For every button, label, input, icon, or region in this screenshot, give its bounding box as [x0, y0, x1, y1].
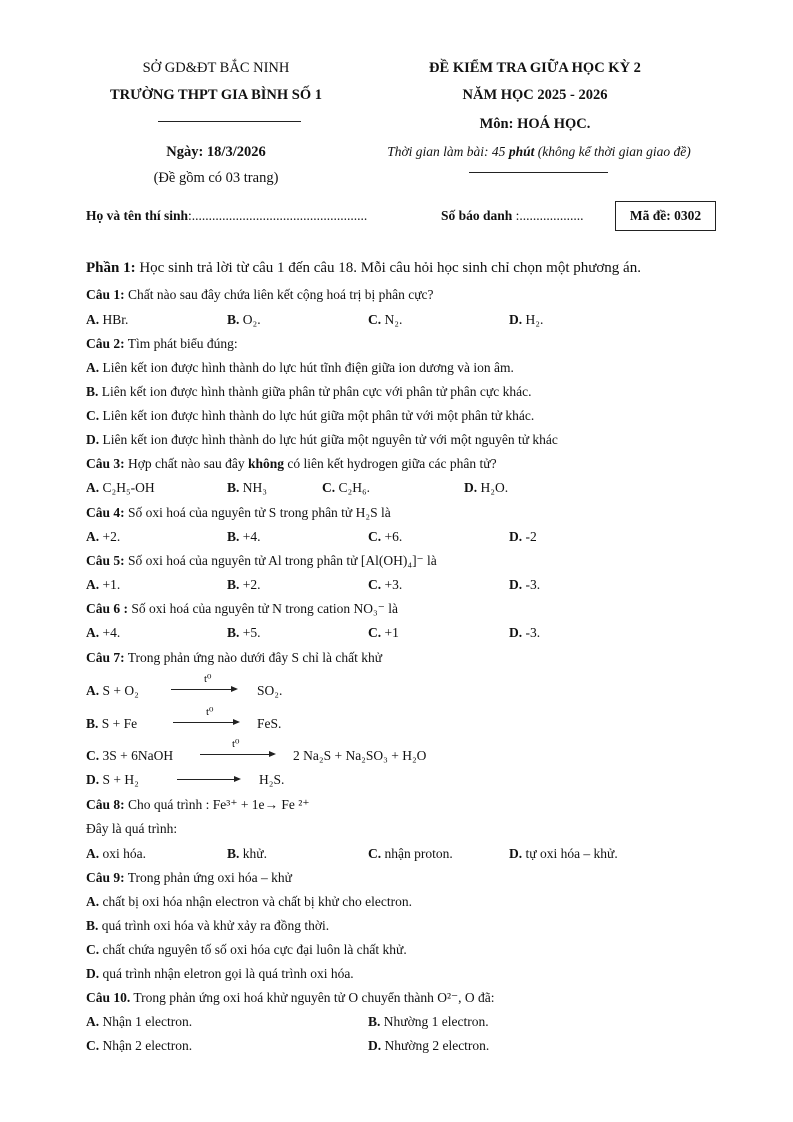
condition-label: t⁰: [232, 738, 240, 750]
time-allowed: [352, 144, 726, 160]
question-10: [86, 990, 494, 1006]
q4-option-b[interactable]: [227, 529, 261, 545]
option-letter: D.: [86, 772, 100, 787]
option-letter: A.: [86, 625, 100, 640]
q5-option-b[interactable]: [227, 577, 261, 593]
exam-date: Ngày: 18/3/2026: [166, 144, 266, 160]
q7-a-products: SO₂.: [257, 683, 283, 698]
question-label: Câu 9:: [86, 870, 125, 885]
part1-text: Học sinh trả lời từ câu 1 đến câu 18. Mỗi câu hỏi học sinh chỉ chọn một phương án.: [135, 260, 641, 276]
option-letter: B.: [86, 384, 99, 399]
question-4: [86, 505, 391, 521]
option-letter: D.: [86, 966, 100, 981]
reaction-arrow-icon: [200, 754, 274, 755]
q9-option-d[interactable]: [86, 966, 354, 982]
option-text: +2.: [242, 577, 261, 592]
option-letter: C.: [86, 1038, 100, 1053]
reaction-arrow-icon: [177, 779, 239, 780]
q6-option-c[interactable]: [368, 625, 399, 641]
q3-option-c[interactable]: [322, 480, 370, 496]
question-text: Chất nào sau đây chứa liên kết cộng hoá trị bị phân cực?: [124, 287, 434, 302]
question-text: Hợp chất nào sau đây: [124, 456, 248, 471]
question-label: Câu 2:: [86, 336, 125, 351]
q5-option-d[interactable]: [509, 577, 540, 593]
question-label: Câu 6 :: [86, 601, 129, 616]
header-divider-right: [469, 172, 608, 173]
option-letter: B.: [227, 480, 240, 495]
option-text: +5.: [242, 625, 261, 640]
question-2: [86, 336, 238, 352]
option-text: Nhường 1 electron.: [380, 1014, 489, 1029]
part1-instructions: [86, 260, 641, 277]
q8-option-d[interactable]: [509, 846, 618, 862]
condition-label: t⁰: [206, 706, 214, 718]
option-text: H₂.: [525, 312, 544, 327]
q1-option-d[interactable]: [509, 312, 543, 328]
question-emphasis: không: [248, 456, 285, 471]
reaction-arrow-icon: [173, 722, 238, 723]
option-letter: D.: [509, 312, 523, 327]
option-letter: C.: [86, 942, 100, 957]
option-text: Nhận 2 electron.: [99, 1038, 193, 1053]
option-text: khử.: [239, 846, 267, 861]
q1-option-b[interactable]: [227, 312, 261, 328]
option-letter: B.: [86, 918, 99, 933]
department-name: SỞ GD&ĐT BẮC NINH: [142, 60, 290, 76]
reaction-reactants: S + H₂: [99, 772, 139, 787]
time-suffix: (không kể thời gian giao đề): [534, 144, 691, 159]
question-text: có liên kết hydrogen giữa các phân tử?: [284, 456, 497, 471]
candidate-name-field: [86, 208, 367, 224]
question-label: Câu 3:: [86, 456, 125, 471]
candidate-id-field: [441, 208, 584, 224]
option-text: chất bị oxi hóa nhận electron và chất bị khử cho electron.: [99, 894, 412, 909]
q7-option-b[interactable]: [86, 716, 137, 732]
q7-c-products: 2 Na₂S + Na₂SO₃ + H₂O: [293, 748, 427, 763]
page-count: (Đề gồm có 03 trang): [153, 170, 279, 186]
q2-option-a[interactable]: [86, 360, 514, 376]
option-letter: B.: [86, 716, 99, 731]
option-letter: D.: [464, 480, 478, 495]
q5-option-a[interactable]: [86, 577, 120, 593]
exam-code-box: Mã đề: 0302: [615, 201, 716, 231]
q2-option-b[interactable]: [86, 384, 531, 400]
q1-option-a[interactable]: [86, 312, 128, 328]
option-letter: A.: [86, 894, 100, 909]
q7-b-products: FeS.: [257, 716, 282, 731]
candidate-name-dots: :....................................................: [188, 208, 368, 223]
option-text: quá trình oxi hóa và khử xảy ra đồng thời.: [98, 918, 330, 933]
option-letter: C.: [86, 408, 100, 423]
question-label: Câu 10.: [86, 990, 131, 1005]
redox-process: Fe³⁺ + 1e→ Fe ²⁺: [212, 797, 310, 812]
option-text: -2: [525, 529, 537, 544]
option-text: -3.: [525, 577, 541, 592]
option-letter: C.: [368, 577, 382, 592]
question-text: Số oxi hoá của nguyên tử S trong phân tử H₂S là: [124, 505, 391, 520]
option-letter: B.: [227, 625, 240, 640]
option-letter: A.: [86, 529, 100, 544]
candidate-id-dots: :...................: [512, 208, 584, 223]
question-6: [86, 601, 398, 617]
time-unit: phút: [508, 144, 535, 159]
school-name: TRƯỜNG THPT GIA BÌNH SỐ 1: [109, 87, 323, 103]
option-text: +4.: [242, 529, 261, 544]
question-5: [86, 553, 437, 569]
option-text: HBr.: [102, 312, 129, 327]
option-letter: B.: [227, 846, 240, 861]
question-label: Câu 5:: [86, 553, 125, 568]
question-text: Trong phản ứng nào dưới đây S chỉ là chất khử: [124, 650, 383, 665]
question-label: Câu 4:: [86, 505, 125, 520]
q2-option-c[interactable]: [86, 408, 534, 424]
question-1: [86, 287, 434, 303]
q6-option-b[interactable]: [227, 625, 261, 641]
question-text: Trong phản ứng oxi hoá khử nguyên tử O chuyển thành O²⁻, O đã:: [130, 990, 495, 1005]
option-letter: B.: [227, 529, 240, 544]
question-text: Tìm phát biểu đúng:: [124, 336, 238, 351]
option-text: O₂.: [242, 312, 261, 327]
candidate-id-label: Số báo danh: [441, 208, 513, 223]
q7-option-d[interactable]: [86, 772, 139, 788]
option-text: C₂H₅-OH: [102, 480, 155, 495]
q8-option-c[interactable]: [368, 846, 453, 862]
option-letter: A.: [86, 577, 100, 592]
option-text: N₂.: [384, 312, 403, 327]
question-text: Cho quá trình :: [124, 797, 213, 812]
option-text: oxi hóa.: [99, 846, 146, 861]
question-text: Số oxi hoá của nguyên tử Al trong phân tử [Al(OH)₄]⁻ là: [124, 553, 437, 568]
question-8-prompt: Đây là quá trình:: [86, 821, 178, 836]
option-text: quá trình nhận eletron gọi là quá trình oxi hóa.: [99, 966, 354, 981]
question-text: Số oxi hoá của nguyên tử N trong cation NO₃⁻ là: [128, 601, 398, 616]
q10-option-a[interactable]: [86, 1014, 192, 1030]
option-letter: C.: [368, 846, 382, 861]
q3-option-a[interactable]: [86, 480, 155, 496]
option-letter: D.: [368, 1038, 382, 1053]
q8-option-a[interactable]: [86, 846, 146, 862]
subject: Môn: HOÁ HỌC.: [479, 116, 591, 132]
option-text: +1: [384, 625, 399, 640]
question-label: Câu 8:: [86, 797, 125, 812]
q7-d-products: H₂S.: [259, 772, 285, 787]
option-text: H₂O.: [480, 480, 509, 495]
q4-option-d[interactable]: [509, 529, 537, 545]
reaction-reactants: 3S + 6NaOH: [99, 748, 174, 763]
question-label: Câu 7:: [86, 650, 125, 665]
question-3: [86, 456, 497, 472]
option-letter: C.: [368, 529, 382, 544]
q4-option-a[interactable]: [86, 529, 120, 545]
option-letter: D.: [509, 529, 523, 544]
option-letter: D.: [509, 625, 523, 640]
time-prefix: Thời gian làm bài: 45: [387, 144, 509, 159]
option-text: Liên kết ion được hình thành do lực hút giữa một nguyên tử với một nguyên tử khác: [99, 432, 558, 447]
question-9: [86, 870, 292, 886]
option-text: +2.: [102, 529, 121, 544]
option-letter: A.: [86, 312, 100, 327]
q9-option-c[interactable]: [86, 942, 407, 958]
option-letter: C.: [368, 625, 382, 640]
option-letter: B.: [368, 1014, 381, 1029]
q6-option-d[interactable]: [509, 625, 540, 641]
question-label: Câu 1:: [86, 287, 125, 302]
option-letter: A.: [86, 360, 100, 375]
option-letter: A.: [86, 1014, 100, 1029]
option-text: nhận proton.: [381, 846, 453, 861]
question-text: Trong phản ứng oxi hóa – khử: [124, 870, 292, 885]
part1-label: Phần 1:: [86, 260, 136, 276]
q7-option-c[interactable]: [86, 748, 173, 764]
school-year: NĂM HỌC 2025 - 2026: [462, 87, 608, 103]
option-text: -3.: [525, 625, 541, 640]
option-letter: A.: [86, 846, 100, 861]
reaction-reactants: S + O₂: [99, 683, 139, 698]
candidate-name-label: Họ và tên thí sinh: [86, 208, 189, 223]
q9-option-b[interactable]: [86, 918, 329, 934]
option-text: tự oxi hóa – khử.: [522, 846, 618, 861]
option-letter: A.: [86, 683, 100, 698]
option-letter: B.: [227, 577, 240, 592]
q3-option-b[interactable]: [227, 480, 267, 496]
q5-option-c[interactable]: [368, 577, 402, 593]
q2-option-d[interactable]: [86, 432, 558, 448]
option-text: +3.: [384, 577, 403, 592]
q9-option-a[interactable]: [86, 894, 412, 910]
option-text: C₂H₆.: [338, 480, 371, 495]
option-text: chất chứa nguyên tố số oxi hóa cực đại luôn là chất khử.: [99, 942, 407, 957]
reaction-arrow-icon: [171, 689, 236, 690]
condition-label: t⁰: [204, 673, 212, 685]
exam-title: ĐỀ KIỂM TRA GIỮA HỌC KỲ 2: [429, 60, 641, 76]
option-letter: A.: [86, 480, 100, 495]
q4-option-c[interactable]: [368, 529, 402, 545]
header-divider-left: [158, 121, 301, 122]
option-text: +4.: [102, 625, 121, 640]
question-7: [86, 650, 382, 666]
option-text: +6.: [384, 529, 403, 544]
option-letter: D.: [86, 432, 100, 447]
option-text: NH₃: [242, 480, 267, 495]
option-letter: C.: [86, 748, 100, 763]
q10-option-b[interactable]: [368, 1014, 489, 1030]
q1-option-c[interactable]: [368, 312, 402, 328]
option-text: +1.: [102, 577, 121, 592]
option-letter: B.: [227, 312, 240, 327]
option-letter: D.: [509, 846, 523, 861]
option-text: Liên kết ion được hình thành do lực hút tĩnh điện giữa ion dương và ion âm.: [99, 360, 514, 375]
reaction-reactants: S + Fe: [98, 716, 138, 731]
option-text: Liên kết ion được hình thành do lực hút giữa một phân tử với một phân tử khác.: [99, 408, 535, 423]
q10-option-d[interactable]: [368, 1038, 489, 1054]
q7-option-a[interactable]: [86, 683, 139, 699]
q6-option-a[interactable]: [86, 625, 120, 641]
option-text: Nhận 1 electron.: [99, 1014, 193, 1029]
option-letter: C.: [368, 312, 382, 327]
option-letter: C.: [322, 480, 336, 495]
question-8: [86, 797, 309, 813]
option-text: Nhường 2 electron.: [381, 1038, 490, 1053]
q3-option-d[interactable]: [464, 480, 508, 496]
option-text: Liên kết ion được hình thành giữa phân tử phân cực với phân tử phân cực khác.: [98, 384, 532, 399]
q10-option-c[interactable]: [86, 1038, 192, 1054]
q8-option-b[interactable]: [227, 846, 267, 862]
option-letter: D.: [509, 577, 523, 592]
